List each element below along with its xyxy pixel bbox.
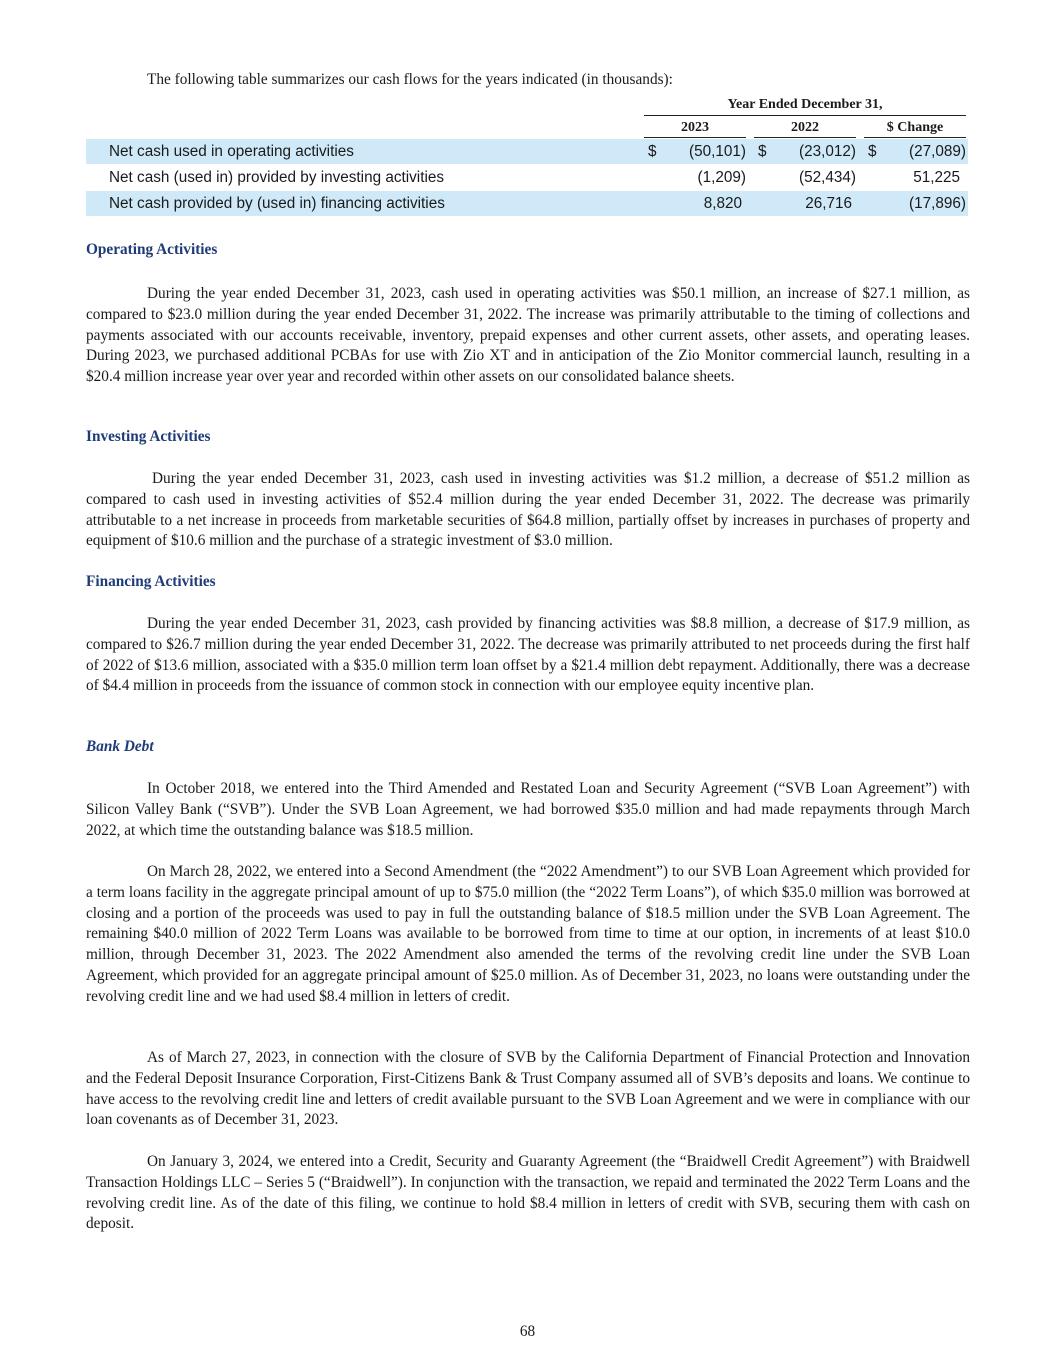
paragraph-financing-activities: During the year ended December 31, 2023, cash provided by financing activities was $8.8 million, a decrease of $17.9 million, as compared to $26.7 million during the year ended December 31, 2022. The decrease was primarily attributed to net proceeds during the first half of 2022 of $13.6 million, associated with a $35.0 million term loan offset by a $21.4 million debt repayment. Additionally, there was a decrease of $4.4 million in proceeds from the issuance of common stock in connection with our employee equity incentive plan. [86,615,970,695]
value-2023: (50,101) [689,143,746,160]
currency-symbol: $ [648,143,657,160]
heading-bank-debt: Bank Debt [86,738,154,755]
paragraph-bank-debt-4: On January 3, 2024, we entered into a Credit, Security and Guaranty Agreement (the “Braidwell Credit Agreement”) with Braidwell Transaction Holdings LLC – Series 5 (“Braidwell”). In conjunction with the transaction, we repaid and terminated the 2022 Term Loans and the revolving credit line. As of the date of this filing, we continue to hold $8.4 million in letters of credit with SVB, securing them with cash on deposit. [86,1153,970,1233]
heading-operating-activities: Operating Activities [86,241,218,258]
paragraph-investing-activities: During the year ended December 31, 2023, cash used in investing activities was $1.2 million, a decrease of $51.2 million as compared to cash used in investing activities of $52.4 million during the year ended December 31, 2022. The decrease was primarily attributable to a net increase in proceeds from marketable securities of $64.8 million, partially offset by increases in purchases of property and equipment of $10.6 million and the purchase of a strategic investment of $3.0 million. [86,470,970,550]
value-2022: 26,716 [805,195,852,212]
table-group-header: Year Ended December 31, [644,95,966,116]
paragraph-bank-debt-1: In October 2018, we entered into the Third Amended and Restated Loan and Security Agreement (“SVB Loan Agreement”) with Silicon Valley Bank (“SVB”). Under the SVB Loan Agreement, we had borrowed $35.0 million and had made repayments through March 2022, at which time the outstanding balance was $18.5 million. [86,780,970,839]
currency-symbol: $ [758,143,767,160]
heading-investing-activities: Investing Activities [86,428,211,445]
paragraph-bank-debt-3: As of March 27, 2023, in connection with the closure of SVB by the California Department of Financial Protection and Innovation and the Federal Deposit Insurance Corporation, First-Citizens Bank & Trust Company assumed all of SVB’s deposits and loans. We continue to have access to the revolving credit line and letters of credit available pursuant to the SVB Loan Agreement and we were in compliance with our loan covenants as of December 31, 2023. [86,1049,970,1129]
table-row [86,191,968,216]
column-header-change: $ Change [864,119,966,138]
table-row [86,139,968,164]
page-number: 68 [519,1323,536,1340]
value-change: (27,089) [909,143,966,160]
column-header-2023: 2023 [644,119,746,138]
row-label: Net cash (used in) provided by investing activities [109,169,444,186]
column-header-2022: 2022 [754,119,856,138]
value-2023: (1,209) [697,169,746,186]
paragraph-operating-activities: During the year ended December 31, 2023, cash used in operating activities was $50.1 million, an increase of $27.1 million, as compared to $23.0 million during the year ended December 31, 2022. The increase was primarily attributable to the timing of collections and payments associated with our accounts receivable, inventory, prepaid expenses and other current assets, other assets, and operating leases. During 2023, we purchased additional PCBAs for use with Zio XT and in anticipation of the Zio Monitor commercial launch, resulting in a $20.4 million increase year over year and recorded within other assets on our consolidated balance sheets. [86,285,970,386]
table-row [86,165,968,190]
paragraph-bank-debt-2: On March 28, 2022, we entered into a Second Amendment (the “2022 Amendment”) to our SVB Loan Agreement which provided for a term loans facility in the aggregate principal amount of up to $75.0 million (the “2022 Term Loans”), of which $35.0 million was borrowed at closing and a portion of the proceeds was used to pay in full the outstanding balance of $18.5 million under the SVB Loan Agreement. The remaining $40.0 million of 2022 Term Loans was available to be borrowed from time to time at our option, in increments of at least $10.0 million, through December 31, 2023. The 2022 Amendment also amended the terms of the revolving credit line under the SVB Loan Agreement, which provided for an aggregate principal amount of $25.0 million. As of December 31, 2023, no loans were outstanding under the revolving credit line and we had used $8.4 million in letters of credit. [86,863,970,1005]
table-intro: The following table summarizes our cash flows for the years indicated (in thousands): [147,71,673,88]
value-change: 51,225 [913,169,960,186]
row-label: Net cash provided by (used in) financing activities [109,195,445,212]
value-2022: (52,434) [799,169,856,186]
value-change: (17,896) [909,195,966,212]
heading-financing-activities: Financing Activities [86,573,216,590]
value-2022: (23,012) [799,143,856,160]
value-2023: 8,820 [703,195,742,212]
row-label: Net cash used in operating activities [109,143,354,160]
currency-symbol: $ [868,143,877,160]
